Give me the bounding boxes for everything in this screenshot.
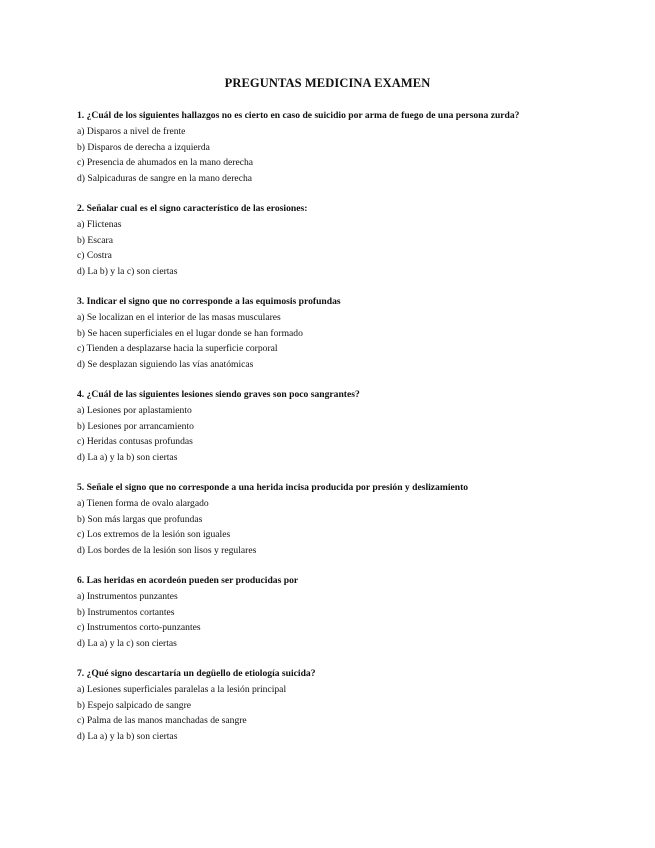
question-3 <box>77 296 597 374</box>
option-d: d) Los bordes de la lesión son lisos y regulares <box>77 544 257 556</box>
option-a: a) Tienen forma de ovalo alargado <box>77 498 209 509</box>
question-1 <box>77 110 597 188</box>
option-b: b) Instrumentos cortantes <box>77 606 175 618</box>
question-text: 2. Señalar cual es el signo característico de las erosiones: <box>77 203 308 214</box>
question-text: 7. ¿Qué signo descartaría un degüello de etiología suicida? <box>77 668 316 679</box>
option-d: d) Se desplazan siguiendo las vías anatómicas <box>77 358 254 370</box>
option-c: c) Instrumentos corto-punzantes <box>77 622 201 634</box>
option-a: a) Flictenas <box>77 219 122 230</box>
option-d: d) Salpicaduras de sangre en la mano derecha <box>77 172 253 184</box>
document-title: PREGUNTAS MEDICINA EXAMEN <box>224 76 431 90</box>
option-c: c) Los extremos de la lesión son iguales <box>77 529 231 541</box>
option-list <box>77 312 597 371</box>
question-text: 4. ¿Cuál de las siguientes lesiones siendo graves son poco sangrantes? <box>77 389 360 400</box>
option-b: b) Disparos de derecha a izquierda <box>77 141 210 153</box>
question-5 <box>77 482 597 560</box>
option-list <box>77 591 597 650</box>
option-c: c) Costra <box>77 250 112 262</box>
option-d: d) La a) y la c) son ciertas <box>77 637 177 649</box>
question-text: 5. Señale el signo que no corresponde a una herida incisa producida por presión y deslizamiento <box>77 482 469 493</box>
option-c: c) Tienden a desplazarse hacia la superficie corporal <box>77 343 278 355</box>
option-list <box>77 405 597 464</box>
option-list <box>77 498 597 557</box>
question-7 <box>77 668 597 746</box>
question-text: 1. ¿Cuál de los siguientes hallazgos no es cierto en caso de suicidio por arma de fuego de una persona zurda? <box>77 110 520 121</box>
option-a: a) Se localizan en el interior de las masas musculares <box>77 312 281 323</box>
option-list <box>77 219 597 278</box>
option-c: c) Palma de las manos manchadas de sangre <box>77 715 247 727</box>
question-text: 3. Indicar el signo que no corresponde a las equimosis profundas <box>77 296 341 307</box>
option-c: c) Heridas contusas profundas <box>77 436 193 448</box>
option-d: d) La a) y la b) son ciertas <box>77 451 178 463</box>
option-b: b) Escara <box>77 234 113 246</box>
option-d: d) La a) y la b) son ciertas <box>77 730 178 742</box>
option-b: b) Son más largas que profundas <box>77 513 203 525</box>
option-b: b) Espejo salpicado de sangre <box>77 699 192 711</box>
option-b: b) Lesiones por arrancamiento <box>77 420 194 432</box>
option-a: a) Instrumentos punzantes <box>77 591 178 602</box>
option-d: d) La b) y la c) son ciertas <box>77 265 178 277</box>
option-a: a) Lesiones por aplastamiento <box>77 405 192 416</box>
option-list <box>77 684 597 743</box>
option-b: b) Se hacen superficiales en el lugar donde se han formado <box>77 327 303 339</box>
option-c: c) Presencia de ahumados en la mano derecha <box>77 157 254 169</box>
option-a: a) Lesiones superficiales paralelas a la lesión principal <box>77 684 287 695</box>
question-2 <box>77 203 597 281</box>
option-a: a) Disparos a nivel de frente <box>77 126 186 137</box>
question-6 <box>77 575 597 653</box>
option-list <box>77 126 597 185</box>
question-4 <box>77 389 597 467</box>
question-text: 6. Las heridas en acordeón pueden ser producidas por <box>77 575 299 586</box>
